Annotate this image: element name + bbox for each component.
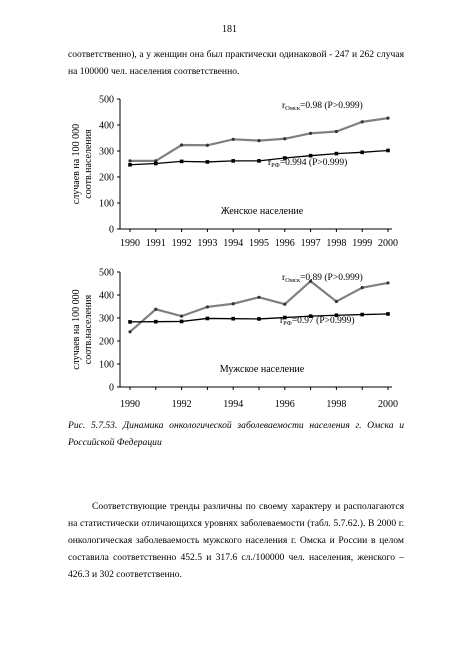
y-tick-label: 200: [99, 336, 114, 348]
data-point: [128, 159, 131, 162]
data-point: [257, 159, 261, 163]
data-point: [361, 120, 364, 123]
correlation-annotation: $r_{Омск}=0.98$ (P>0.999): [282, 101, 363, 112]
data-point: [257, 296, 260, 299]
data-point: [232, 302, 235, 305]
data-point: [180, 315, 183, 318]
y-tick-label: 400: [99, 120, 114, 132]
data-point: [180, 320, 184, 324]
y-tick-label: 0: [109, 224, 114, 236]
data-point: [206, 305, 209, 308]
x-tick-label: 1990: [120, 399, 140, 410]
x-tick-label: 1994: [223, 238, 244, 249]
correlation-annotation: $r_{РФ}=0.994$ (P>0.999): [268, 158, 348, 169]
data-point: [232, 138, 235, 141]
paragraph-conclusion: Соответствующие тренды различны по своему характеру и располагаются на статистически отличающихся уровнях заболеваемости (табл. 5.7.62.). В 2000 г. онкологическая заболеваемость мужского населения г. Омска и России в целом составила соответственно 452.5 и 317.6 сл./100000 чел. населения, женского – 426.3 и 302 соответственно.: [68, 501, 404, 580]
data-point: [206, 317, 210, 321]
y-tick-label: 400: [99, 290, 114, 302]
data-point: [335, 130, 338, 133]
x-tick-label: 1999: [352, 238, 373, 249]
x-tick-label: 1998: [326, 399, 347, 410]
x-tick-label: 1996: [274, 399, 295, 410]
x-tick-label: 1996: [274, 238, 295, 249]
data-point: [309, 154, 313, 158]
chart-title: Женское население: [220, 206, 304, 217]
data-point: [257, 139, 260, 142]
data-point: [335, 152, 339, 156]
y-axis-label: соотв.населения: [83, 294, 94, 365]
data-point: [128, 163, 132, 167]
x-tick-label: 1990: [120, 238, 140, 249]
x-tick-label: 1992: [171, 238, 192, 249]
x-tick-label: 1993: [197, 238, 218, 249]
data-point: [283, 316, 287, 320]
y-tick-label: 100: [99, 198, 114, 210]
data-point: [180, 160, 184, 164]
correlation-annotation: $r_{РФ}=0.97$ (P>0.999): [280, 316, 355, 327]
chart-female: [71, 95, 398, 250]
y-tick-label: 300: [99, 313, 114, 325]
x-tick-label: 2000: [378, 238, 398, 249]
y-tick-label: 0: [109, 382, 114, 394]
correlation-annotation: $r_{Омск}=0.89$ (P>0.999): [282, 273, 363, 284]
paragraph-intro: соответственно), а у женщин она был практически одинаковой - 247 и 262 случая на 100000 чел. населения соответственно.: [68, 49, 404, 77]
data-point: [128, 320, 132, 324]
data-point: [335, 300, 338, 303]
data-point: [180, 143, 183, 146]
y-tick-label: 300: [99, 146, 114, 158]
data-point: [206, 160, 210, 164]
x-tick-label: 1992: [171, 399, 192, 410]
x-tick-label: 1991: [145, 238, 166, 249]
data-point: [283, 137, 286, 140]
data-point: [309, 132, 312, 135]
data-point: [283, 303, 286, 306]
y-axis-label: случаев на 100 000: [71, 289, 82, 370]
data-point: [154, 320, 158, 324]
y-axis-label: случаев на 100 000: [71, 123, 82, 205]
x-tick-label: 2000: [378, 399, 398, 410]
data-point: [386, 312, 390, 316]
data-point: [386, 117, 389, 120]
data-point: [257, 317, 261, 321]
data-point: [128, 330, 131, 333]
x-tick-label: 1998: [326, 238, 347, 249]
y-tick-label: 200: [99, 172, 114, 184]
data-point: [154, 162, 158, 166]
y-tick-label: 100: [99, 359, 114, 371]
data-point: [361, 286, 364, 289]
figure-caption: Рис. 5.7.53. Динамика онкологической заболеваемости населения г. Омска и Российской Федерации: [68, 420, 404, 448]
y-axis-label: соотв.населения: [83, 129, 94, 199]
x-tick-label: 1997: [300, 238, 321, 249]
data-point: [360, 151, 364, 155]
data-point: [386, 281, 389, 284]
chart-male: [71, 268, 398, 411]
data-point: [386, 149, 390, 153]
y-tick-label: 500: [99, 94, 114, 106]
y-tick-label: 500: [99, 267, 114, 279]
chart-title: Мужское население: [219, 364, 305, 375]
x-tick-label: 1994: [223, 399, 244, 410]
data-point: [231, 159, 235, 163]
data-point: [154, 308, 157, 311]
x-tick-label: 1995: [249, 238, 269, 249]
data-point: [360, 313, 364, 317]
page-number: 181: [222, 24, 237, 35]
data-point: [231, 317, 235, 321]
data-point: [206, 144, 209, 147]
